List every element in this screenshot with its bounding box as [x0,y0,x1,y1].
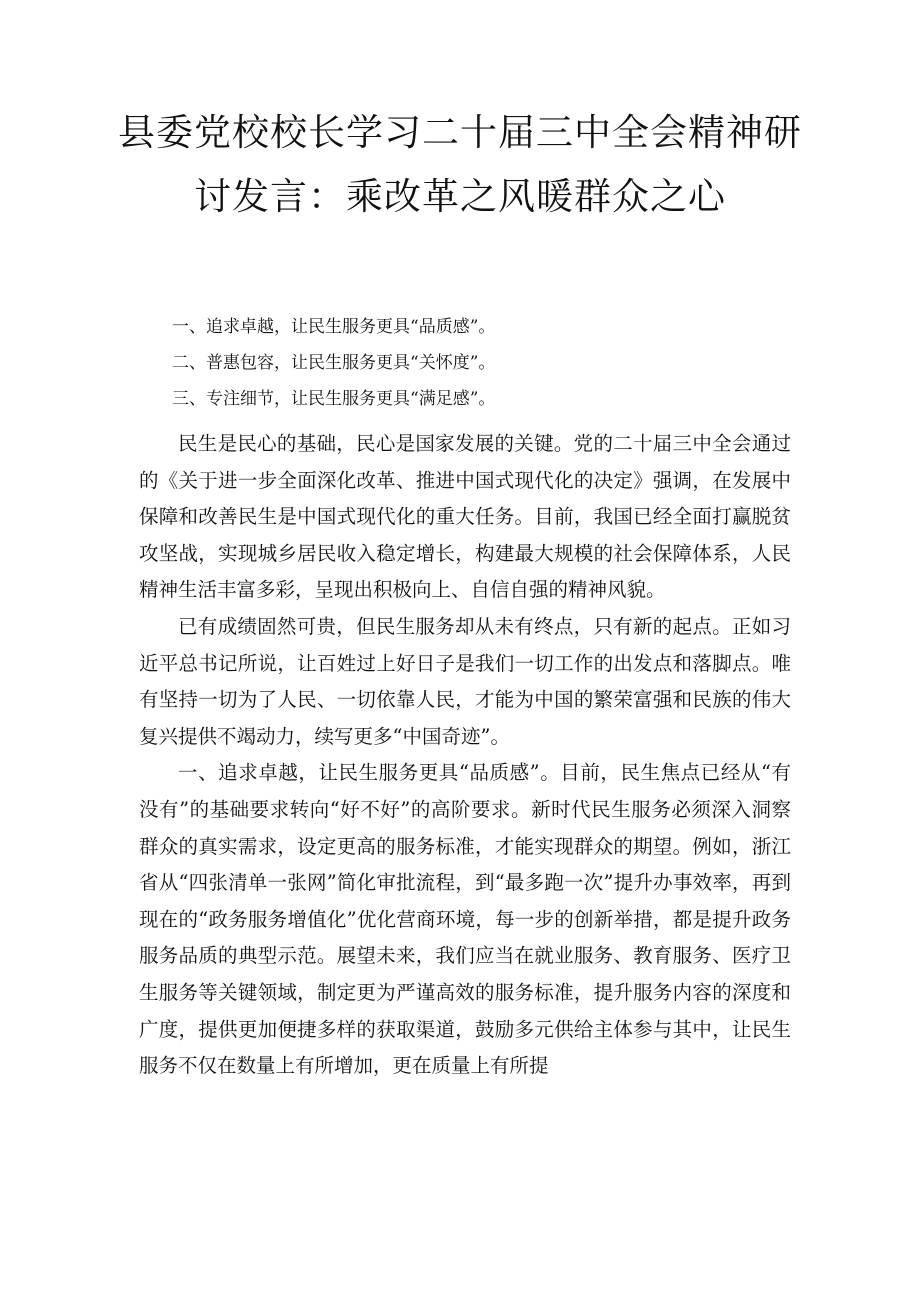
paragraph-3: 一、追求卓越，让民生服务更具“品质感”。目前，民生焦点已经从“有没有”的基础要求转向“好不好”的高阶要求。新时代民生服务必须深入洞察群众的真实需求，设定更高的服务标准，才能实现群众的期望。例如，浙江省从“四张清单一张网”简化审批流程，到“最多跑一次”提升办事效率，再到现在的“政务服务增值化”优化营商环境，每一步的创新举措，都是提升政务服务品质的典型示范。展望未来，我们应当在就业服务、教育服务、医疗卫生服务等关键领域，制定更为严谨高效的服务标准，提升服务内容的深度和广度，提供更加便捷多样的获取渠道，鼓励多元供给主体参与其中，让民生服务不仅在数量上有所增加，更在质量上有所提 [139,761,791,1078]
outline-item-3: 三、专注细节，让民生服务更具“满足感”。 [172,389,496,409]
body-text [139,426,791,1085]
paragraph-1: 民生是民心的基础，民心是国家发展的关键。党的二十届三中全会通过的《关于进一步全面深化改革、推进中国式现代化的决定》强调，在发展中保障和改善民生是中国式现代化的重大任务。目前，我国已经全面打赢脱贫攻坚战，实现城乡居民收入稳定增长，构建最大规模的社会保障体系，人民精神生活丰富多彩，呈现出积极向上、自信自强的精神风貌。 [139,432,791,602]
outline-list [172,309,772,417]
document-title-line-2: 讨发言：乘改革之风暖群众之心 [194,175,726,218]
paragraph-2: 已有成绩固然可贵，但民生服务却从未有终点，只有新的起点。正如习近平总书记所说，让百姓过上好日子是我们一切工作的出发点和落脚点。唯有坚持一切为了人民、一切依靠人民，才能为中国的繁荣富强和民族的伟大复兴提供不竭动力，续写更多“中国奇迹”。 [139,614,791,748]
document-title-line-1: 县委党校校长学习二十届三中全会精神研 [118,111,802,154]
outline-item-1: 一、追求卓越，让民生服务更具“品质感”。 [172,317,496,337]
outline-item-2: 二、普惠包容，让民生服务更具“关怀度”。 [172,353,496,373]
